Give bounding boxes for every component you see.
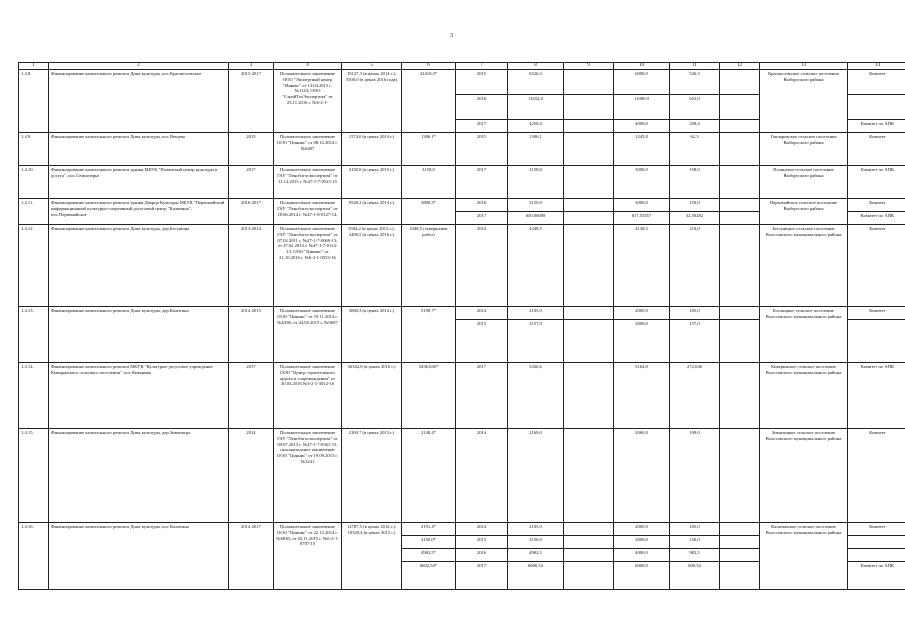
year: 2017 [456,120,508,133]
amount-total: 11652,0 [508,95,564,120]
estimated-cost: 12787,5 (в ценах 2014 г.); 10320,4 (в ценах 2015 г.) [342,523,402,590]
amount-regional: 4000,0 [614,549,670,562]
amount-local: 600,54 [670,562,720,590]
amount-federal [564,523,614,536]
item-number: 1.4.10. [19,166,49,199]
responsible: Комитет по АПК [848,120,905,133]
item-name: Финансирование капитального ремонта Дома культуры, дер.Зимитицы [49,429,229,523]
column-number: 5 [342,63,402,70]
responsible: Комитет [848,225,905,307]
table-row [19,70,905,95]
amount-regional: 2060,0 [614,429,670,523]
year: 2014 [456,429,508,523]
amount-regional: 3000,0 [614,199,670,212]
amount-regional: 4000,0 [614,120,670,133]
responsible: Комитет [848,70,905,95]
column-number: 12 [720,63,760,70]
amount-other [720,549,760,562]
year: 2014 [456,225,508,307]
amount-other [720,199,760,212]
amount-regional: 11000,0 [614,95,670,120]
responsible: Комитет по АПК [848,363,905,429]
amount-federal [564,320,614,363]
amount-regional: 2000,0 [614,307,670,320]
program-table [18,62,905,590]
amount-total: 6526,3 [508,70,564,95]
estimated-cost: 19137,3 (в ценах 2014 г.); 5500,0 (в ценах 2016 года) [342,70,402,133]
item-number: 1.4.16. [19,523,49,590]
amount-other [720,133,760,166]
amount-local: 258,4 [670,120,720,133]
expertise-conclusion: Положительное заключение ООО "Циннис" от 19.11.2014 г. №6396; от 24.02.2015 г. №0697 [274,307,342,363]
expertise-conclusion: Положительное заключение ООО "Экспертный центр "Инвекс" от 13.04.2015 г. №1143; ООО "СтройТехЭкспертиза" от 23.11.2016 г. №6-2-1- [274,70,342,133]
amount-total: 1306,1 [508,133,564,166]
amount-other [720,307,760,320]
expertise-conclusion: Положительное заключение ГАУ "Леноблгосэкспертиза" от 18.06.2014 г. №47-1-8-0127-14; [274,199,342,225]
item-name: Финансирование капитального ремонта здания МБУК "Полянский центр культуры и досуга", пос.Семиозерье [49,166,229,199]
amount-regional: 2000,0 [614,523,670,536]
period: 2017 [229,166,274,199]
estimated-cost: 2169,7 (в ценах 2013 г.) [342,429,402,523]
amount-local: 652,0 [670,95,720,120]
period: 2014 [229,429,274,523]
table-row [19,307,905,320]
estimated-cost: 3060,3 (в ценах 2014 г.) [342,307,402,363]
table-row [19,225,905,307]
column-number: 6 [402,63,456,70]
amount-regional: 6000,0 [614,70,670,95]
amount-regional: 3000,0 [614,166,670,199]
item-name: Финансирование капитального ремонта Дома культуры, дер.Бегуницы [49,225,229,307]
amount-other [720,536,760,549]
year: 2017 [456,212,508,225]
recipient: Зимитицкое сельское поселение Волосовского муниципального района [760,429,848,523]
responsible: Комитет [848,429,905,523]
table-row [19,429,905,523]
amount-total: 4982,5 [508,549,564,562]
amount-other [720,225,760,307]
expertise-conclusion: Положительное заключение ГАУ "Леноблгосэкспертиза" от 09.07.2013 г. №47-1-7-0361-13; положительное заключение ООО "Циннис" от 19.09.2013 г. №3241 [274,429,342,523]
item-number: 1.4.11. [19,199,49,225]
amount-total: 3150,0 [508,536,564,549]
year: 2014 [456,523,508,536]
amount-local: 109,0 [670,429,720,523]
responsible: Комитет по АПК [848,562,905,590]
amount-federal [564,70,614,95]
responsible [848,320,905,363]
total-cost: 5436,636* [402,363,456,429]
total-cost: 6602,54* [402,562,456,590]
amount-federal [564,133,614,166]
amount-regional: 5164,0 [614,363,670,429]
item-number: 1.4.14. [19,363,49,429]
amount-total: 4348,5 [508,225,564,307]
amount-federal [564,212,614,225]
expertise-conclusion: Положительное заключение ГАУ "Леноблгосэкспертиза" от 07.02.2011 г. №47-1-7-0060-13; от 27.02.2013 г. №47-1-7-0114-13; ООО "Циннис" от 21.10.2016 г. №6-2-1-0553-16 [274,225,342,307]
year: 2015 [456,320,508,363]
amount-local: 210,0 [670,225,720,307]
column-number: 9 [564,63,614,70]
amount-federal [564,562,614,590]
amount-total: 2105,0 [508,523,564,536]
column-number: 3 [229,63,274,70]
amount-federal [564,549,614,562]
column-numbers-row [19,63,905,70]
item-number: 1.4.8. [19,70,49,133]
amount-total: 2105,0 [508,307,564,320]
amount-federal [564,166,614,199]
amount-local: 32,50282 [670,212,720,225]
expertise-conclusion: Положительное заключение ООО "Циннис" от 08.12.2014 г. №6487 [274,133,342,166]
amount-other [720,70,760,95]
column-number: 4 [274,63,342,70]
column-number: 11 [670,63,720,70]
amount-regional: 6000,0 [614,562,670,590]
amount-federal [564,199,614,212]
amount-total: 5436,6 [508,363,564,429]
item-name: Финансирование капитального ремонта Дома культуры, пос.Красносельское [49,70,229,133]
responsible [848,549,905,562]
table-row [19,363,905,429]
column-number: 10 [614,63,670,70]
amount-regional: 3000,0 [614,536,670,549]
amount-total: 4258,4 [508,120,564,133]
amount-local: 157,0 [670,320,720,363]
item-name: Финансирование капитального ремонта Дома культуры, пос Калитино [49,523,229,590]
amount-other [720,120,760,133]
amount-regional: 4138,5 [614,225,670,307]
amount-regional: 1243,8 [614,133,670,166]
item-number: 1.4.9. [19,133,49,166]
period: 2014-2017 [229,523,274,590]
table-row [19,523,905,536]
year: 2016 [456,95,508,120]
amount-federal [564,536,614,549]
total-cost: 22410,3* [402,70,456,133]
recipient: Бегуницкое сельское поселение Волосовского муниципального района [760,225,848,307]
expertise-conclusion: Положительное заключение ГАУ "Леноблгосэкспертиза" от 11.12.2015 г. №47-1-7-0525-15 [274,166,342,199]
total-cost: 3800,3* [402,199,456,225]
column-number: 1 [19,63,49,70]
period: 2016-2017 [229,199,274,225]
amount-total: 3157,0 [508,320,564,363]
amount-total: 3158,0 [508,166,564,199]
page-number: 3 [450,33,453,39]
amount-local: 158,0 [670,166,720,199]
responsible [848,536,905,549]
amount-other [720,363,760,429]
amount-local: 150,0 [670,199,720,212]
amount-other [720,429,760,523]
period: 2013-2014 [229,225,274,307]
amount-federal [564,225,614,307]
table-row [19,133,905,166]
responsible: Комитет [848,523,905,536]
amount-total: 650,06089 [508,212,564,225]
year: 2014 [456,307,508,320]
amount-other [720,166,760,199]
column-number: 7 [456,63,508,70]
item-number: 1.4.12. [19,225,49,307]
recipient: Красносельское сельское поселение Выборгского района [760,70,848,133]
recipient: Клопицкое сельское поселение Волосовского муниципального района [760,307,848,363]
table-row [19,199,905,212]
recipient: Калитинское сельское поселение Волосовского муниципального района [760,523,848,590]
year: 2016 [456,549,508,562]
amount-other [720,523,760,536]
responsible: Комитет [848,307,905,320]
year: 2015 [456,70,508,95]
period: 2015 [229,133,274,166]
amount-other [720,212,760,225]
period: 2014-2015 [229,307,274,363]
amount-federal [564,120,614,133]
amount-regional: 617,55357 [614,212,670,225]
amount-local: 982,5 [670,549,720,562]
column-number: 2 [49,63,229,70]
item-number: 1.4.15. [19,429,49,523]
amount-federal [564,95,614,120]
item-name: Финансирование капитального ремонта Дома культуры, дер.Калитино [49,307,229,363]
estimated-cost: 9528,2 (в ценах 2014 г.) [342,199,402,225]
amount-other [720,95,760,120]
amount-total: 6600,54 [508,562,564,590]
amount-regional: 3000,0 [614,320,670,363]
amount-local: 526,3 [670,70,720,95]
total-cost: 4348,5 (завершение работ) [402,225,456,307]
year: 2017 [456,562,508,590]
amount-federal [564,429,614,523]
total-cost: 2148,4* [402,429,456,523]
year: 2016 [456,199,508,212]
amount-local: 272,636 [670,363,720,429]
table-row [19,166,905,199]
recipient: Гончаровское сельское поселение Выборгского района [760,133,848,166]
amount-other [720,562,760,590]
amount-local: 105,0 [670,307,720,320]
responsible: Комитет [848,199,905,212]
item-number: 1.4.13. [19,307,49,363]
period: 2017 [229,363,274,429]
item-name: Финансирование капитального ремонта Дома культуры, пос Вещево [49,133,229,166]
amount-local: 150,0 [670,536,720,549]
responsible [848,95,905,120]
year: 2015 [456,133,508,166]
amount-total: 2169,0 [508,429,564,523]
recipient: Первомайское сельское поселение Выборгского района [760,199,848,225]
amount-total: 3150,0 [508,199,564,212]
total-cost: 1306,1* [402,133,456,166]
total-cost: 2191,4* [402,523,456,536]
amount-other [720,320,760,363]
total-cost: 3150,0* [402,536,456,549]
estimated-cost: 1574,0 (в ценах 2014 г.) [342,133,402,166]
column-number: 8 [508,63,564,70]
estimated-cost: 3158,0 (в ценах 2015 г.) [342,166,402,199]
recipient: Полянское сельское поселение Выборгского района [760,166,848,199]
responsible: Комитет [848,133,905,166]
item-name: Финансирование капитального ремонта МКУК "Культурно-досуговое учреждение Кикеринского сельского поселения", пос.Кикерино [49,363,229,429]
column-number: 14 [848,63,905,70]
year: 2017 [456,363,508,429]
period: 2015-2017 [229,70,274,133]
year: 2017 [456,166,508,199]
responsible: Комитет по АПК [848,166,905,199]
column-number: 13 [760,63,848,70]
total-cost: 4982,5* [402,549,456,562]
total-cost: 3158,0 [402,166,456,199]
amount-local: 62,3 [670,133,720,166]
estimated-cost: 3584,2 (в ценах 2012 г.); 3490,5 (в ценах 2016 г.) [342,225,402,307]
total-cost: 5190,7* [402,307,456,363]
amount-local: 105,0 [670,523,720,536]
item-name: Финансирование капитального ремонта здания Дворца Культуры МБУК "Первомайский информационный культурно-спортивный досуговый центр "Калинина", пос.Первомайское [49,199,229,225]
expertise-conclusion: Положительное заключение ООО "Центр строительного аудита и сопровождения" от 30.03.2016 №3-2-1-3012-16 [274,363,342,429]
recipient: Кикеринское сельское поселение Волосовского муниципального района [760,363,848,429]
year: 2015 [456,536,508,549]
amount-federal [564,363,614,429]
expertise-conclusion: Положительное заключение ООО "Циннис" от 22.12.2014 г. №6830; от 02.11.2015 г. №6-2-1-0787-15 [274,523,342,590]
amount-federal [564,307,614,320]
responsible: Комитет по АПК [848,212,905,225]
estimated-cost: 56342,8 (в ценах 2016 г.) [342,363,402,429]
